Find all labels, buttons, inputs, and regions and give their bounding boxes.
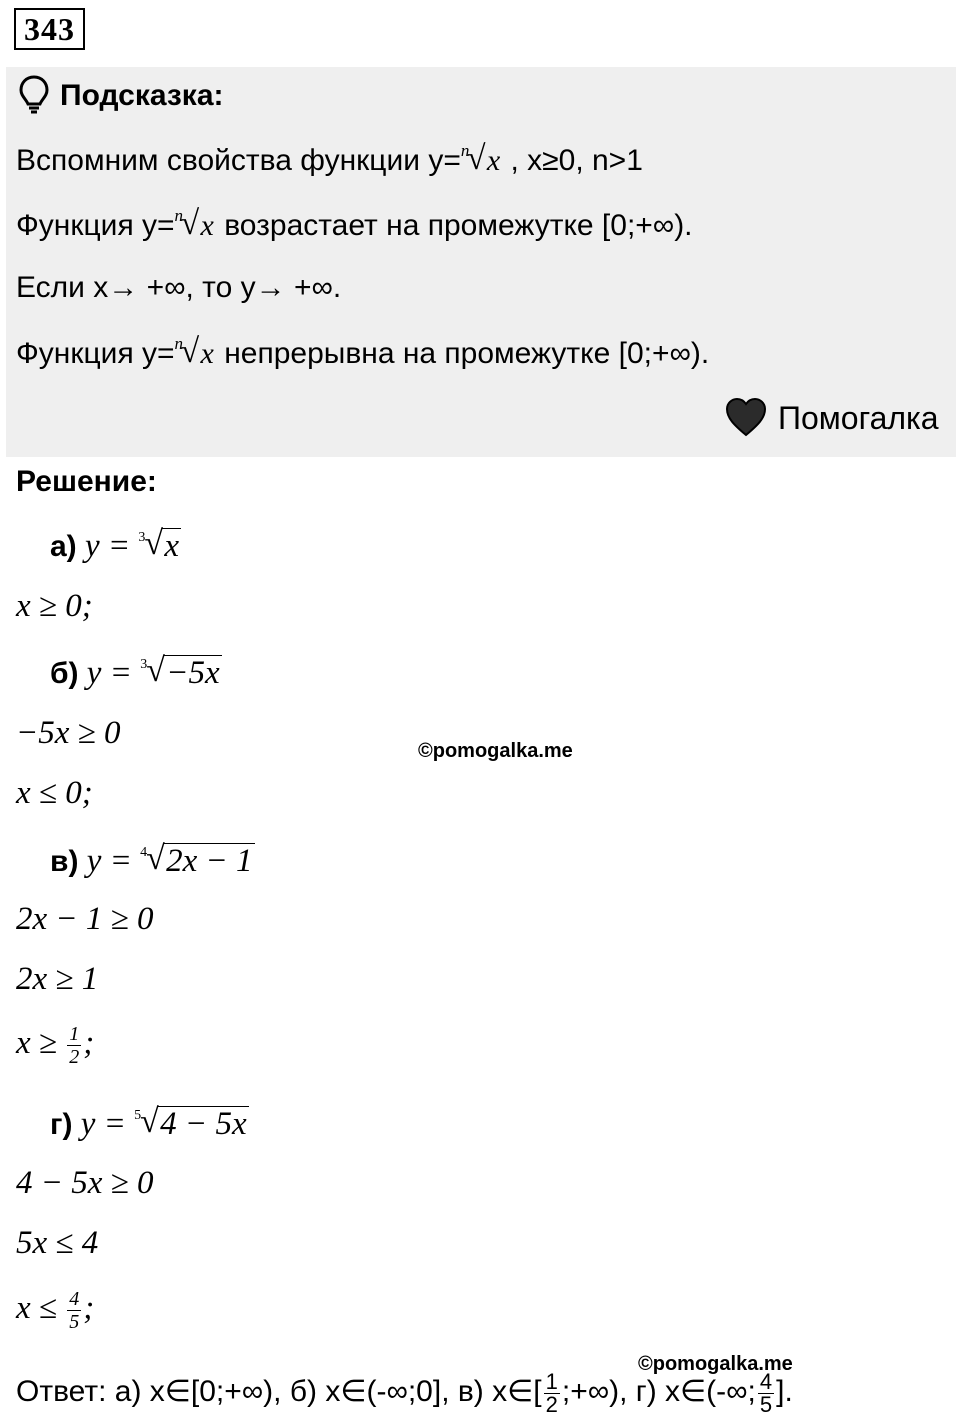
lightbulb-icon [18, 74, 50, 116]
equation-lhs: y = [80, 1106, 135, 1142]
equation-lhs: y = [86, 843, 141, 879]
hint-line-3: Если x→ +∞, то y→ +∞. [16, 271, 342, 304]
answer-pre: Ответ: а) x∈[0;+∞), б) x∈(-∞;0], в) x∈[ [16, 1375, 542, 1408]
nth-root [175, 205, 216, 247]
nth-root [140, 652, 221, 694]
semicolon: ; [83, 1290, 95, 1326]
root-index: 5 [134, 1108, 142, 1123]
answer-mid: ;+∞), г) x∈(-∞; [561, 1375, 756, 1408]
radicand: −5x [166, 655, 220, 691]
radical-sign: √ [144, 525, 164, 562]
part-b-label: б) [50, 657, 79, 690]
part-v-step-2: 2x ≥ 1 [16, 961, 99, 997]
fraction [544, 1368, 560, 1417]
hint-line-1 [16, 140, 643, 182]
radicand: 2x − 1 [166, 843, 253, 879]
root-index: n [174, 206, 184, 225]
fraction [67, 1288, 81, 1333]
heart-icon [724, 396, 768, 438]
radicand: x [200, 209, 214, 242]
part-v-step-3 [16, 1022, 94, 1068]
numerator: 1 [69, 1022, 80, 1045]
nth-root [461, 140, 502, 182]
radical-sign: √ [180, 333, 200, 370]
fraction [67, 1023, 81, 1068]
denominator: 5 [759, 1391, 773, 1417]
numerator: 4 [759, 1368, 773, 1394]
nth-root [134, 1103, 248, 1145]
hint-title: Подсказка: [60, 79, 224, 112]
part-g-step-3 [16, 1287, 94, 1333]
hint-line-1-pre: Вспомним свойства функции y= [16, 144, 461, 177]
part-b-step-1: −5x ≥ 0 [16, 715, 121, 751]
fraction [758, 1368, 774, 1417]
part-a-label: а) [50, 530, 77, 563]
part-b-step-2: x ≤ 0; [16, 775, 93, 811]
equation-lhs: y = [84, 528, 139, 564]
watermark-bottom: ©pomogalka.me [638, 1353, 793, 1375]
hint-line-2-post: возрастает на промежутке [0;+∞). [215, 209, 693, 242]
hint-line-1-post: , x≥0, n>1 [502, 144, 643, 177]
solution-title: Решение: [16, 465, 157, 498]
hint-line-4 [16, 333, 709, 375]
hint-line-4-pre: Функция y= [16, 337, 175, 370]
numerator: 4 [69, 1287, 80, 1310]
root-index: 4 [140, 845, 148, 860]
radicand: x [486, 144, 501, 177]
part-v-step-1: 2x − 1 ≥ 0 [16, 901, 154, 937]
part-v-label: в) [50, 845, 79, 878]
radicand: 4 − 5x [160, 1106, 247, 1142]
root-index: n [174, 334, 184, 353]
radical-sign: √ [466, 140, 486, 177]
hint-line-2-pre: Функция y= [16, 209, 175, 242]
part-g-label: г) [50, 1108, 73, 1141]
answer-line [16, 1368, 793, 1416]
part-a-equation [50, 525, 181, 568]
radical-sign: √ [146, 840, 165, 877]
semicolon: ; [83, 1025, 95, 1061]
root-index: n [460, 141, 470, 160]
hint-line-4-post: непрерывна на промежутке [0;+∞). [215, 337, 710, 370]
radicand: x [164, 528, 180, 564]
radical-sign: √ [140, 1103, 159, 1140]
equation-lhs: y = [86, 655, 141, 691]
part-g-equation [50, 1103, 249, 1146]
part-b-equation [50, 652, 222, 695]
nth-root [140, 840, 254, 882]
numerator: 1 [545, 1368, 558, 1394]
root-index: 3 [140, 657, 148, 672]
denominator: 2 [69, 1045, 80, 1068]
part-g-step-1: 4 − 5x ≥ 0 [16, 1165, 154, 1201]
nth-root [138, 525, 181, 567]
radicand: x [200, 337, 214, 370]
radical-sign: √ [180, 205, 200, 242]
root-index: 3 [138, 530, 146, 545]
task-number: 343 [14, 8, 85, 50]
inequality-lhs: x ≥ [16, 1025, 66, 1061]
part-v-equation [50, 840, 255, 883]
brand-name: Помогалка [778, 400, 939, 436]
radical-sign: √ [146, 652, 165, 689]
watermark-mid: ©pomogalka.me [418, 740, 573, 762]
hint-line-2 [16, 205, 693, 247]
denominator: 5 [69, 1310, 80, 1333]
inequality-lhs: x ≤ [16, 1290, 66, 1326]
part-g-step-2: 5x ≤ 4 [16, 1225, 99, 1261]
part-a-step-1: x ≥ 0; [16, 588, 93, 624]
denominator: 2 [545, 1391, 558, 1417]
nth-root [175, 333, 216, 375]
answer-post: ]. [776, 1375, 793, 1408]
